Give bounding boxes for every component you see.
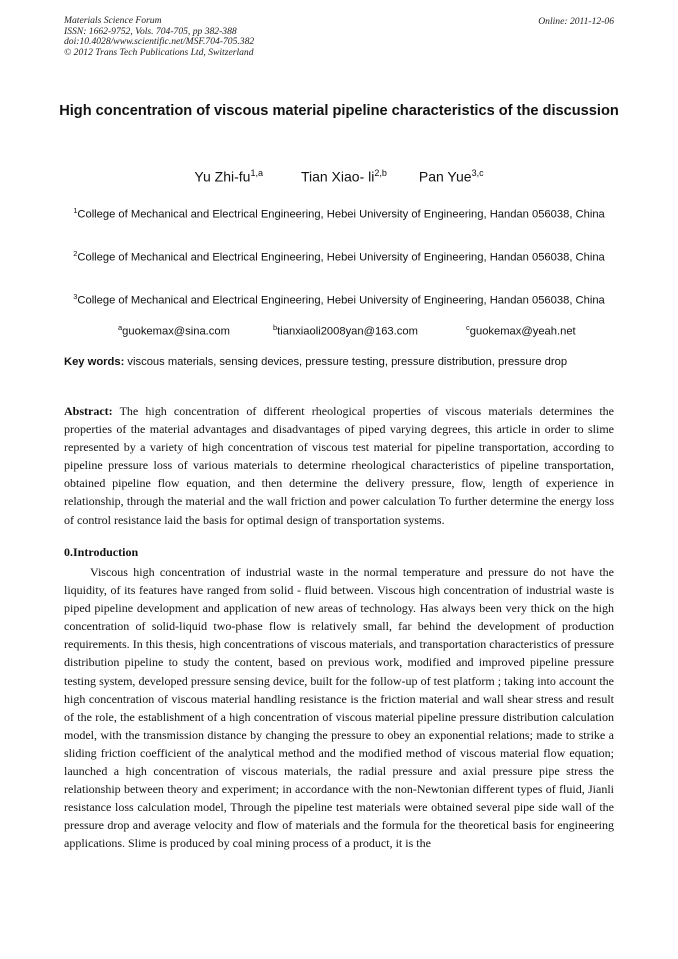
paper-title: High concentration of viscous material pipeline characteristics of the discussion [59, 103, 619, 119]
affiliation-text: College of Mechanical and Electrical Engineering, Hebei University of Engineering, Handan 056038, China [77, 251, 605, 264]
email-address: guokemax@sina.com [122, 325, 230, 338]
affiliation-sup: 3 [73, 292, 78, 301]
doi-line: doi:10.4028/www.scientific.net/MSF.704-705.382 [64, 36, 255, 48]
email-c[interactable] [466, 323, 576, 338]
affiliation-text: College of Mechanical and Electrical Engineering, Hebei University of Engineering, Handan 056038, China [77, 294, 605, 307]
abstract [64, 402, 614, 529]
author-1 [194, 168, 263, 185]
introduction-text: Viscous high concentration of industrial waste in the normal temperature and pressure do not have the liquidity, of its features have ranged from solid - fluid between. Viscous high concentration of industrial waste is piped pipeline development and application of new areas of technology. Has always been very thick on the high concentration of solid-liquid two-phase flow is relatively small, far behind the development of production requirements. In this thesis, high concentrations of viscous materials, and transportation characteristics of pressure distribution pipeline to study the content, based on previous work, modified and improved pipeline pressure testing system, developed pressure sensing device, built for the follow-up of test platform ; taking into account the high concentration of viscous material handling resistance is the friction material and wall shear stress and result of the role, the establishment of a high concentration of viscous material pipeline pressure distribution calculation model, with the transmission distance by changing the pressure to obey an exponential relations; made to strike a sliding friction coefficient of the analytical method and the modified method of viscous material flow equation; launched a high concentration of viscous materials, the radial pressure and axial pressure pipe stress the relationship between theory and experiment; in accordance with the non-Newtonian different types of fluid, Jianli resistance loss calculation model, Through the pipeline test materials were obtained several pipe side wall of the pressure drop and average velocity and flow of materials and the formula for the theoretical basis for engineering applications. Slime is produced by coal mining process of a product, it is the [64, 565, 614, 851]
email-address: tianxiaoli2008yan@163.com [277, 325, 418, 338]
keywords-text: viscous materials, sensing devices, pressure testing, pressure distribution, pressure drop [124, 356, 568, 368]
affiliation-sup: 1 [73, 206, 78, 215]
author-name: Pan Yue [418, 168, 472, 185]
author-2 [301, 168, 387, 185]
keywords-label: Key words: [64, 356, 125, 368]
online-date: Online: 2011-12-06 [538, 16, 614, 27]
author-name: Yu Zhi-fu [194, 168, 251, 185]
author-sup: 2,b [374, 168, 387, 178]
email-address: guokemax@yeah.net [469, 325, 576, 338]
affiliation-3 [70, 288, 608, 310]
journal-header [64, 16, 254, 58]
section-heading: 0.Introduction [64, 545, 139, 559]
email-sup: b [273, 323, 278, 332]
author-3 [419, 168, 484, 185]
journal-name: Materials Science Forum [64, 15, 162, 26]
affiliation-2 [70, 245, 608, 267]
email-sup: a [118, 323, 123, 332]
keywords [64, 353, 614, 371]
abstract-label: Abstract: [64, 404, 113, 418]
author-name: Tian Xiao- li [300, 168, 375, 185]
author-sup: 3,c [471, 168, 484, 178]
author-sup: 1,a [250, 168, 263, 178]
email-a[interactable] [118, 323, 230, 338]
affiliation-sup: 2 [73, 249, 78, 258]
copyright-line: © 2012 Trans Tech Publications Ltd, Switzerland [64, 46, 254, 58]
author-list [0, 168, 678, 185]
issn-line: ISSN: 1662-9752, Vols. 704-705, pp 382-388 [64, 25, 237, 37]
email-sup: c [466, 323, 470, 332]
affiliation-text: College of Mechanical and Electrical Engineering, Hebei University of Engineering, Handan 056038, China [77, 208, 605, 221]
affiliation-1 [70, 202, 608, 224]
email-b[interactable] [273, 323, 418, 338]
abstract-text: The high concentration of different rheological properties of viscous materials determines the properties of the material advantages and disadvantages of piped varying degrees, this article in order to slime represented by a variety of high concentration of viscous test material for pipeline transportation, according to pipeline pressure loss of various materials to determine rheological characteristics of pipeline transportation, obtained pipeline flow equation, and then determine the delivery pressure, flow, length of experience in relationship, through the material and the wall friction and power calculation To further determine the energy loss of control resistance laid the basis for optimal design of transportation systems. [64, 404, 614, 527]
